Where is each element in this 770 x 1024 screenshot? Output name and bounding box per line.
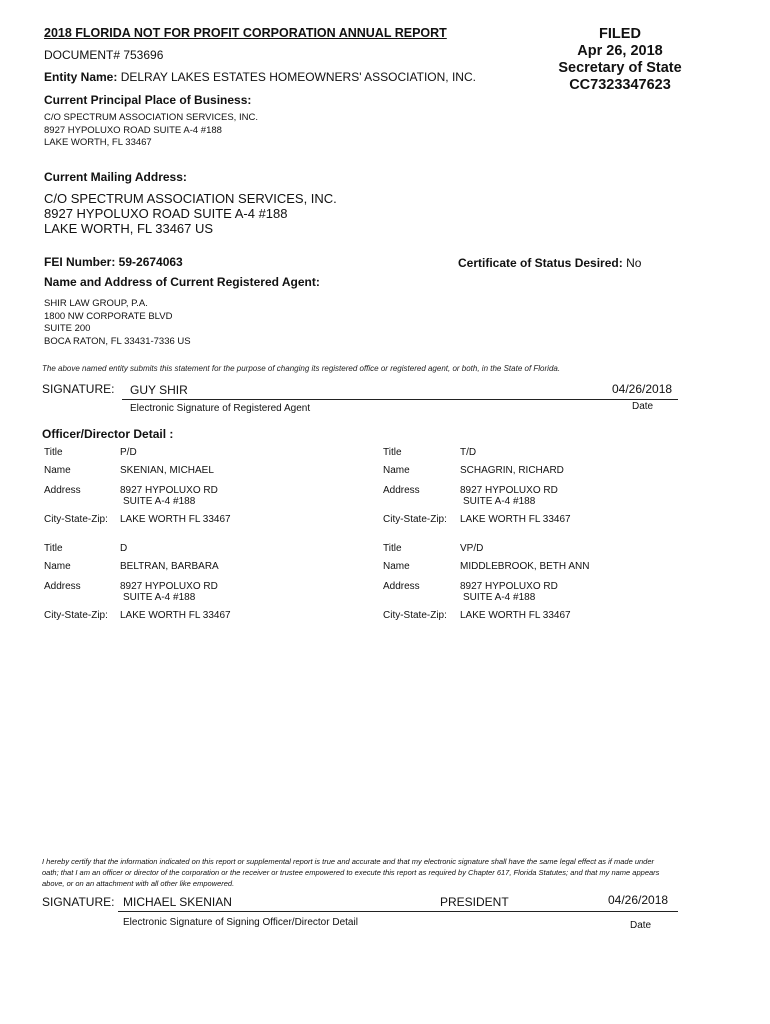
officer-3-address-label: Address — [44, 581, 81, 592]
mailing-line-1: C/O SPECTRUM ASSOCIATION SERVICES, INC. — [44, 191, 337, 206]
entity-name-row — [44, 70, 476, 84]
mailing-address-label: Current Mailing Address: — [44, 170, 187, 184]
registered-agent-address — [44, 298, 191, 348]
officer-3-title-label: Title — [44, 543, 63, 554]
officer-2-address-1: 8927 HYPOLUXO RD — [460, 485, 558, 496]
fei-number: FEI Number: 59-2674063 — [44, 255, 183, 269]
agent-line-2: 1800 NW CORPORATE BLVD — [44, 310, 173, 322]
agent-line-3: SUITE 200 — [44, 323, 91, 334]
officer-1-csz-label: City-State-Zip: — [44, 514, 108, 525]
officer-1-name-label: Name — [44, 465, 71, 476]
officer-4-name-label: Name — [383, 561, 410, 572]
filed-stamp — [520, 26, 720, 94]
agent-line-4: BOCA RATON, FL 33431-7336 US — [44, 335, 191, 347]
officer-signature-line — [118, 911, 678, 912]
registered-agent-label: Name and Address of Current Registered Agent: — [44, 275, 320, 289]
officer-3-address-1: 8927 HYPOLUXO RD — [120, 581, 218, 592]
mailing-line-2: 8927 HYPOLUXO ROAD SUITE A-4 #188 — [44, 206, 288, 221]
mailing-address — [44, 191, 337, 236]
document-number: DOCUMENT# 753696 — [44, 48, 164, 62]
agent-signature-line — [122, 399, 678, 400]
agent-statement: The above named entity submits this statement for the purpose of changing its registered office or registered agent, or both, in the State of Florida. — [42, 364, 561, 373]
agent-signature-caption: Electronic Signature of Registered Agent — [130, 403, 311, 414]
officer-date-caption: Date — [630, 920, 652, 931]
agent-line-1: SHIR LAW GROUP, P.A. — [44, 298, 148, 309]
officer-3-title: D — [120, 543, 128, 554]
principal-line-1: C/O SPECTRUM ASSOCIATION SERVICES, INC. — [44, 112, 258, 123]
officer-signature-caption: Electronic Signature of Signing Officer/Director Detail — [123, 917, 358, 928]
filed-date: Apr 26, 2018 — [577, 43, 663, 59]
officer-1-address-1: 8927 HYPOLUXO RD — [120, 485, 218, 496]
officer-3-name: BELTRAN, BARBARA — [120, 561, 219, 572]
officer-1-title: P/D — [120, 447, 137, 458]
officer-1-address-label: Address — [44, 485, 81, 496]
filed-office: Secretary of State — [558, 60, 682, 76]
officer-4-title-label: Title — [383, 543, 402, 554]
officer-1-name: SKENIAN, MICHAEL — [120, 465, 214, 476]
officer-3-name-label: Name — [44, 561, 71, 572]
agent-signature-label: SIGNATURE: — [42, 382, 115, 396]
agent-signature-name: GUY SHIR — [130, 383, 188, 397]
officer-4-address-2: SUITE A-4 #188 — [463, 592, 536, 603]
officer-1-csz: LAKE WORTH FL 33467 — [120, 514, 231, 525]
officer-2-title-label: Title — [383, 447, 402, 458]
certification-statement: I hereby certify that the information indicated on this report or supplemental report is true and accurate and that my electronic signature shall have the same legal effect as if made under oath; that I am an officer or director of the corporation or the receiver or trustee empowered to execute this report as required by Chapter 617, Florida Statutes; and that my name appears above, or on an attachment with all other like empowered. — [42, 857, 660, 888]
officer-4-title: VP/D — [460, 543, 484, 554]
officer-1-address-2: SUITE A-4 #188 — [123, 496, 196, 507]
principal-line-3: LAKE WORTH, FL 33467 — [44, 137, 152, 148]
officer-3-csz-label: City-State-Zip: — [44, 610, 108, 621]
officer-signature-date: 04/26/2018 — [608, 893, 669, 907]
certificate-status-row — [458, 256, 641, 270]
officer-2-title: T/D — [460, 447, 477, 458]
filed-label: FILED — [599, 26, 641, 42]
agent-date-caption: Date — [632, 401, 654, 412]
principal-place-address — [44, 112, 258, 150]
officer-2-address-2: SUITE A-4 #188 — [463, 496, 536, 507]
officer-3-address-2: SUITE A-4 #188 — [123, 592, 196, 603]
officer-4-csz-label: City-State-Zip: — [383, 610, 447, 621]
entity-name-label: Entity Name: — [44, 70, 118, 84]
officer-2-address-label: Address — [383, 485, 420, 496]
certificate-status-value: No — [626, 256, 642, 270]
officer-2-name-label: Name — [383, 465, 410, 476]
officer-signature-role: PRESIDENT — [440, 895, 509, 909]
officer-4-address-1: 8927 HYPOLUXO RD — [460, 581, 558, 592]
report-title: 2018 FLORIDA NOT FOR PROFIT CORPORATION ANNUAL REPORT — [44, 26, 447, 40]
officer-signature-label: SIGNATURE: — [42, 895, 115, 909]
officer-4-csz: LAKE WORTH FL 33467 — [460, 610, 571, 621]
officer-2-csz: LAKE WORTH FL 33467 — [460, 514, 571, 525]
officer-2-name: SCHAGRIN, RICHARD — [460, 465, 564, 476]
officer-3-csz: LAKE WORTH FL 33467 — [120, 610, 231, 621]
filed-number: CC7323347623 — [569, 77, 671, 93]
agent-signature-date: 04/26/2018 — [612, 382, 673, 396]
mailing-line-3: LAKE WORTH, FL 33467 US — [44, 221, 214, 236]
officer-2-csz-label: City-State-Zip: — [383, 514, 447, 525]
officer-4-name: MIDDLEBROOK, BETH ANN — [460, 561, 590, 572]
certificate-status-label: Certificate of Status Desired: — [458, 256, 623, 270]
principal-place-label: Current Principal Place of Business: — [44, 93, 252, 107]
officer-1-title-label: Title — [44, 447, 63, 458]
officer-detail-heading: Officer/Director Detail : — [42, 427, 174, 441]
officer-signature-name: MICHAEL SKENIAN — [123, 895, 232, 909]
entity-name: DELRAY LAKES ESTATES HOMEOWNERS' ASSOCIATION, INC. — [120, 70, 476, 84]
principal-line-2: 8927 HYPOLUXO ROAD SUITE A-4 #188 — [44, 124, 222, 136]
officer-4-address-label: Address — [383, 581, 420, 592]
